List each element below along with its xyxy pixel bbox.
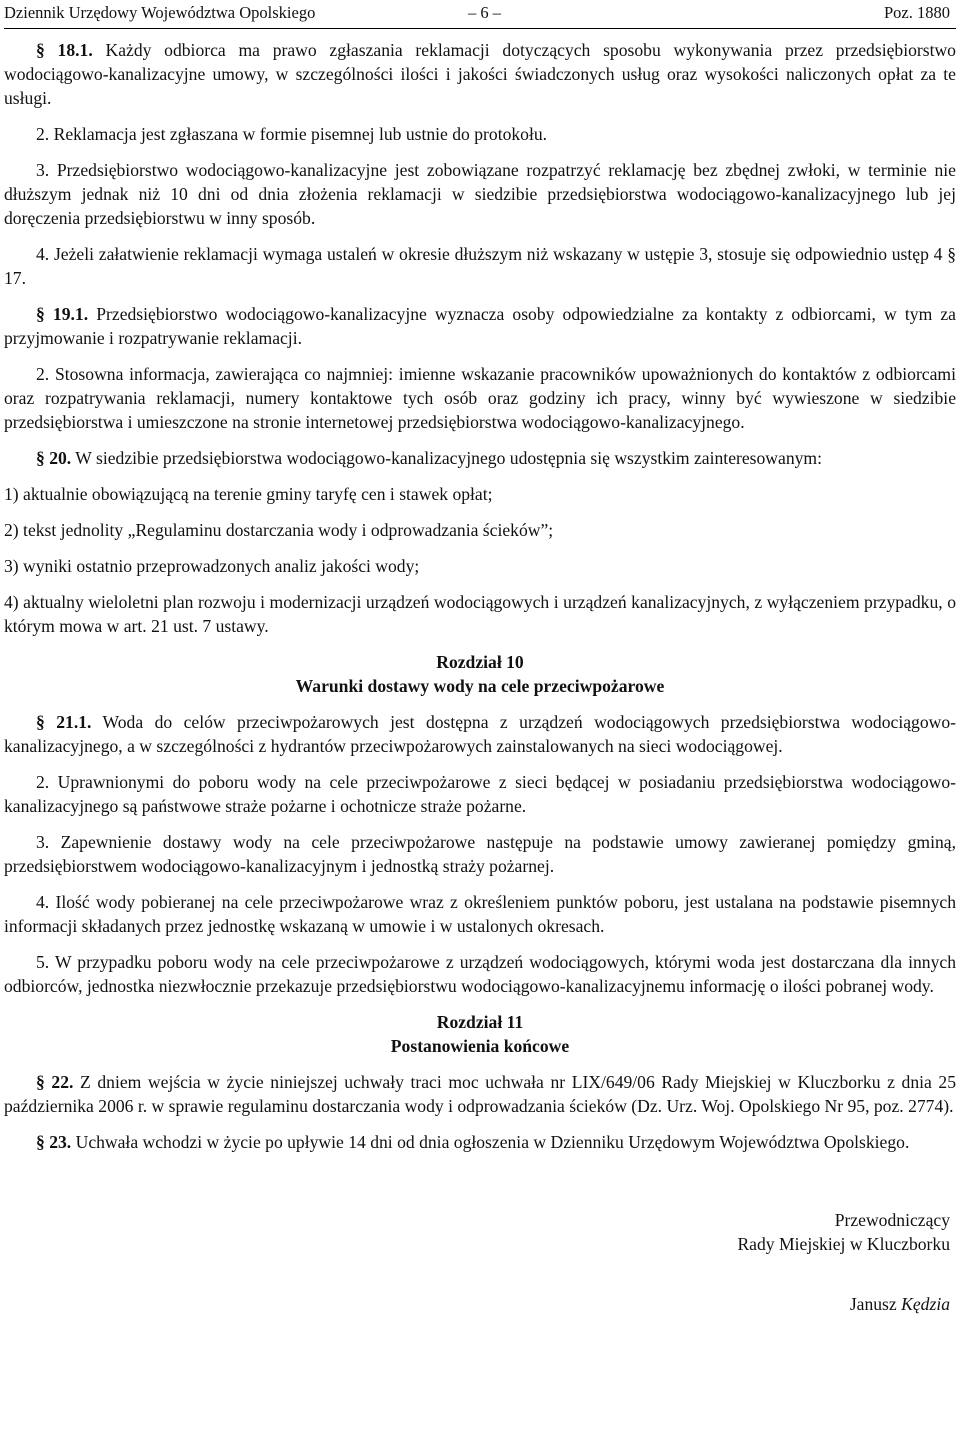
s23-text: Uchwała wchodzi w życie po upływie 14 dni od dnia ogłoszenia w Dzienniku Urzędowym Województwa Opolskiego.: [75, 1132, 910, 1152]
section-number-19: § 19.: [36, 304, 75, 324]
paragraph-s19-2: 2. Stosowna informacja, zawierająca co najmniej: imienne wskazanie pracowników upoważnionych do kontaktów z odbiorcami oraz rozpatrywania reklamacji, numery kontaktowe tych osób oraz godziny ich pracy, winny być wywieszone w siedzibie przedsiębiorstwa i umieszczone na stronie internetowej przedsiębiorstwa wodociągowo-kanalizacyjnego.: [4, 364, 956, 432]
s22-text: Z dniem wejścia w życie niniejszej uchwały traci moc uchwała nr LIX/649/06 Rady Miejskiej w Kluczborku z dnia 25 października 2006 r. w sprawie regulaminu dostarczania wody i odprowadzania ścieków (Dz. Urz. Woj. Opolskiego Nr 95, poz. 2774).: [4, 1072, 956, 1116]
journal-title: Dziennik Urzędowy Województwa Opolskiego: [4, 3, 316, 22]
s18-p1-text: Każdy odbiorca ma prawo zgłaszania reklamacji dotyczących sposobu wykonywania przez przedsiębiorstwo wodociągowo-kanalizacyjne umowy, w szczególności ilości i jakości świadczonych usług oraz wysokości naliczonych opłat za te usługi.: [4, 40, 956, 108]
section-number-18: § 18.: [36, 40, 80, 60]
chapter-10-subtitle: Warunki dostawy wody na cele przeciwpożarowe: [295, 676, 665, 696]
section-number-23: § 23.: [36, 1132, 71, 1152]
paragraph-s18-4: 4. Jeżeli załatwienie reklamacji wymaga ustaleń w okresie dłuższym niż wskazany w ustępie 3, stosuje się odpowiednio ustęp 4 § 17.: [4, 244, 956, 288]
paragraph-s22: [4, 1070, 956, 1118]
s20-list-item-2: 2) tekst jednolity „Regulaminu dostarczania wody i odprowadzania ścieków”;: [4, 520, 554, 540]
s19-p1-number: 1.: [74, 304, 89, 324]
paragraph-s21-5: 5. W przypadku poboru wody na cele przeciwpożarowe z urządzeń wodociągowych, którymi woda jest dostarczana dla innych odbiorców, jednostka niezwłocznie przekazuje przedsiębiorstwu wodociągowo-kanalizacyjnemu informację o ilości pobranej wody.: [4, 952, 956, 996]
section-number-22: § 22.: [36, 1072, 73, 1092]
section-number-20: § 20.: [36, 448, 71, 468]
document-page: [0, 2, 960, 1316]
paragraph-s21-2: 2. Uprawnionymi do poboru wody na cele przeciwpożarowe z sieci będącej w posiadaniu przedsiębiorstwa wodociągowo-kanalizacyjnego są państwowe straże pożarne i ochotnicze straże pożarne.: [4, 772, 956, 816]
signatory-name: [4, 1292, 956, 1316]
chapter-11-title: Rozdział 11: [436, 1012, 524, 1032]
s21-p1-number: 1.: [78, 712, 92, 732]
paragraph-s21-1: [4, 710, 956, 758]
chapter-11-subtitle: Postanowienia końcowe: [390, 1036, 570, 1056]
s20-intro-text: W siedzibie przedsiębiorstwa wodociągowo-kanalizacyjnego udostępnia się wszystkim zainteresowanym:: [75, 448, 822, 468]
page-number: – 6 –: [468, 3, 501, 22]
paragraph-s20-intro: [4, 446, 956, 470]
chapter-10-title: Rozdział 10: [436, 652, 524, 672]
paragraph-s18-1: [4, 38, 956, 110]
s18-p1-number: 1.: [79, 40, 93, 60]
s21-p1-text: Woda do celów przeciwpożarowych jest dostępna z urządzeń wodociągowych przedsiębiorstwa wodociągowo-kanalizacyjnego, a w szczególności z hydrantów przeciwpożarowych zainstalowanych na sieci wodociągowej.: [4, 712, 956, 756]
paragraph-s18-2: 2. Reklamacja jest zgłaszana w formie pisemnej lub ustnie do protokołu.: [36, 124, 548, 144]
paragraph-s18-3: 3. Przedsiębiorstwo wodociągowo-kanalizacyjne jest zobowiązane rozpatrzyć reklamację bez zbędnej zwłoki, w terminie nie dłuższym jednak niż 10 dni od dnia złożenia reklamacji w siedzibie przedsiębiorstwa wodociągowo-kanalizacyjnego lub jej doręczenia przedsiębiorstwu w inny sposób.: [4, 160, 956, 228]
signatory-last-name: Kędzia: [901, 1294, 950, 1314]
s20-list-item-4: 4) aktualny wieloletni plan rozwoju i modernizacji urządzeń wodociągowych i urządzeń kanalizacyjnych, z wyłączeniem przypadku, o którym mowa w art. 21 ust. 7 ustawy.: [4, 592, 956, 636]
paragraph-s23: [4, 1130, 956, 1154]
signature-role-line-2: Rady Miejskiej w Kluczborku: [737, 1234, 950, 1254]
s20-list-item-1: 1) aktualnie obowiązującą na terenie gminy taryfę cen i stawek opłat;: [4, 484, 493, 504]
signature-role-line-1: Przewodniczący: [834, 1210, 950, 1230]
paragraph-s21-3: 3. Zapewnienie dostawy wody na cele przeciwpożarowe następuje na podstawie umowy zawieranej pomiędzy gminą, przedsiębiorstwem wodociągowo-kanalizacyjnym i jednostką straży pożarnej.: [4, 832, 956, 876]
paragraph-s19-1: [4, 302, 956, 350]
section-number-21: § 21.: [36, 712, 78, 732]
signatory-first-name: Janusz: [849, 1294, 897, 1314]
s19-p1-text: Przedsiębiorstwo wodociągowo-kanalizacyjne wyznacza osoby odpowiedzialne za kontakty z odbiorcami, w tym za przyjmowanie i rozpatrywanie reklamacji.: [4, 304, 956, 348]
page-header: [4, 2, 956, 29]
s20-list-item-3: 3) wyniki ostatnio przeprowadzonych analiz jakości wody;: [4, 556, 420, 576]
position-number: Poz. 1880: [884, 3, 950, 22]
paragraph-s21-4: 4. Ilość wody pobieranej na cele przeciwpożarowe wraz z określeniem punktów poboru, jest ustalana na podstawie pisemnych informacji składanych przez jednostkę wskazaną w umowie i w ustalonych okresach.: [4, 892, 956, 936]
